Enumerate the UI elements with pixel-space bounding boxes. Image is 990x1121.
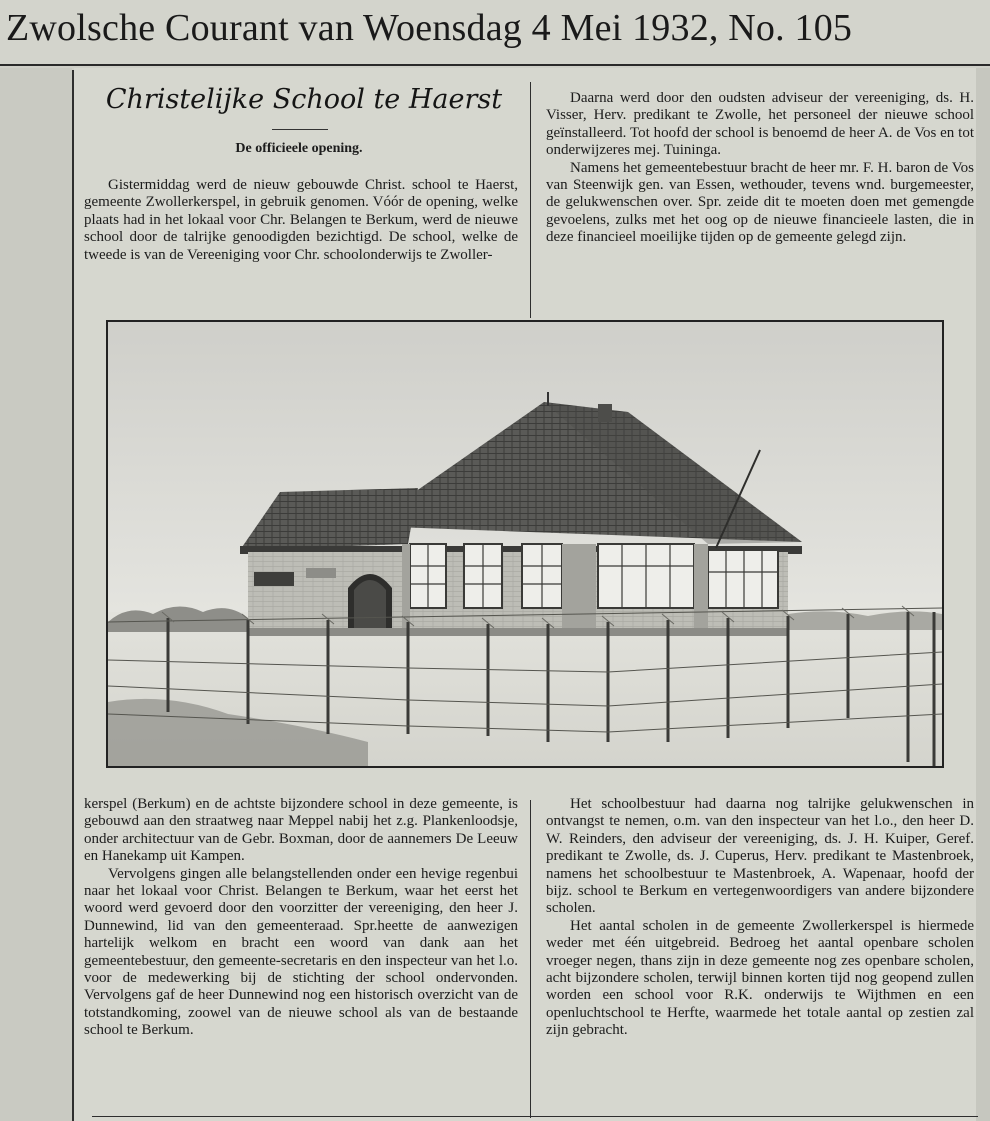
right-edge: [976, 68, 990, 1121]
column-rule-middle-top: [530, 82, 531, 318]
left-margin: [0, 68, 72, 1121]
article-column-upper-right: [546, 90, 974, 247]
school-photograph: [106, 320, 944, 768]
article-bottom-rule: [92, 1116, 978, 1117]
paragraph: Gistermiddag werd de nieuw gebouwde Christ. school te Haerst, gemeente Zwollerkerspel, in gebruik genomen. Vóór de opening, welke plaats had in het lokaal voor Chr. Belangen te Berkum, werd de nieuwe school door de talrijke genoodigden bezichtigd. De school, welke de tweede is van de Vereeniging voor Chr. schoolonderwijs te Zwoller-: [84, 177, 518, 263]
article-column-upper-left: [84, 177, 518, 264]
article-column-lower-left: [84, 796, 518, 1040]
article-column-lower-right: [546, 796, 974, 1040]
masthead-rule: [0, 64, 990, 66]
paragraph: kerspel (Berkum) en de achtste bijzondere school in deze gemeente, is gebouwd aan den straatweg naar Meppel nabij het z.g. Plankenloodsje, onder architectuur van de Gebr. Boxman, door de aannemers De Leeuw en Hanekamp uit Kampen.: [84, 796, 518, 865]
masthead: [0, 0, 990, 66]
column-rule-middle-bottom: [530, 800, 531, 1118]
headline-divider: [272, 129, 328, 130]
paragraph: Het schoolbestuur had daarna nog talrijke gelukwenschen in ontvangst te nemen, o.m. van den inspecteur van het l.o., den heer D. W. Reinders, den adviseur der vereeniging, ds. J. H. Kuiper, Geref. predikant te Zwolle, ds. J. Cuperus, Herv. predikant te Mastenbroek, namens het schoolbestuur te Mastenbroek, A. Wapenaar, hoofd der bijz. school te Berkum en vertegenwoordigers van andere bijzondere scholen.: [546, 796, 974, 917]
paragraph: Daarna werd door den oudsten adviseur der vereeniging, ds. H. Visser, Herv. predikant te Zwolle, het personeel der nieuwe school geïnstalleerd. Tot hoofd der school is benoemd de heer A. de Vos en tot onderwijzeres mej. Tuininga.: [546, 90, 974, 159]
school-building-image: [108, 322, 942, 766]
paragraph: Namens het gemeentebestuur bracht de heer mr. F. H. baron de Vos van Steenwijk gen. van Essen, wethouder, tevens wnd. burgemeester, de gelukwenschen over. Spr. zeide dit te moeten doen met gemengde gevoelens, zulks met het oog op de nieuwe financieele lasten, die in deze financieel moeilijke tijden op de gemeente gelegd zijn.: [546, 159, 974, 246]
column-rule-left: [72, 70, 74, 1121]
paragraph: Het aantal scholen in de gemeente Zwollerkerspel is hiermede weder met één uitgebreid. Bedroeg het aantal openbare scholen vroeger negen, thans zijn in deze gemeente nog zes openbare scholen, acht bijzondere scholen, terwijl binnen korten tijd nog geopend zullen worden een school voor R.K. onderwijs te Wijthmen en een openluchtschool te Herfte, waarmede het totale aantal op zestien zal zijn gebracht.: [546, 917, 974, 1039]
article-headline: Christelijke School te Haerst: [105, 84, 503, 115]
paragraph: Vervolgens gingen alle belangstellenden onder een hevige regenbui naar het lokaal voor Christ. Belangen te Berkum, waar het eerst het woord werd gevoerd door den voorzitter der vereeniging, den heer J. Dunnewind, lid van den gemeenteraad. Spr.heette de aanwezigen hartelijk welkom en bracht een woord van dank aan het gemeentebestuur, den gemeente-secretaris en den inspecteur van het l.o. voor de medewerking bij de stichting der school ondervonden. Vervolgens gaf de heer Dunnewind nog een historisch overzicht van de totstandkoming, zoowel van de nieuwe school als van de bestaande school te Berkum.: [84, 865, 518, 1039]
masthead-title: Zwolsche Courant van Woensdag 4 Mei 1932, No. 105: [6, 7, 853, 49]
article-subheading: De officieele opening.: [235, 141, 363, 156]
